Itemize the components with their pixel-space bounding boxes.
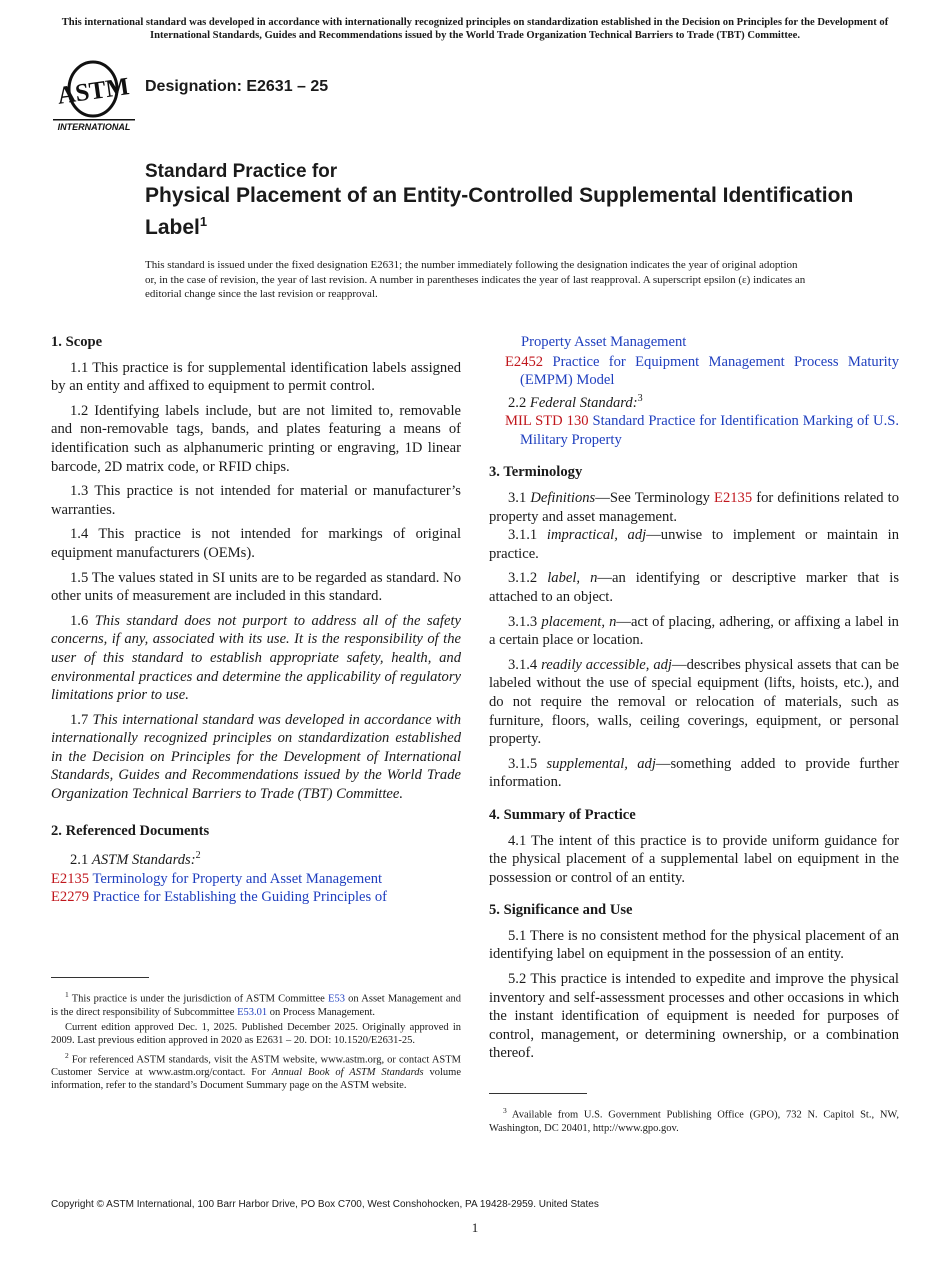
section-heading: 4. Summary of Practice bbox=[489, 806, 636, 823]
para-number: 2.1 bbox=[70, 852, 89, 869]
para-number: 2.2 bbox=[508, 394, 527, 411]
ref-code[interactable]: MIL STD 130 bbox=[505, 413, 589, 430]
footnote-mark: 1 bbox=[65, 990, 69, 999]
paragraph: 5.1 There is no consistent method for the physical placement of an identifying label on equipment in the possession of an entity. bbox=[489, 927, 899, 963]
footnote-3 bbox=[489, 1104, 899, 1135]
wto-notice: This international standard was developed in accordance with internationally recognized principles on standardization established in the Decision on Principles for the Development of International Standards, Guides and Recommendations issued by the World Trade Organization Technical Barriers to Trade (TBT) Committee. bbox=[61, 17, 889, 41]
para-number: 1.6 bbox=[70, 612, 89, 629]
footnote-text: Annual Book of ASTM Standards bbox=[271, 1067, 424, 1078]
footnote-text: This practice is under the jurisdiction of ASTM Committee bbox=[71, 993, 325, 1005]
ref-title[interactable]: Practice for Equipment Management Process Maturity (EMPM) Model bbox=[520, 353, 899, 389]
paragraph bbox=[51, 612, 461, 705]
ref-code[interactable]: E2279 bbox=[51, 889, 90, 906]
term: label, n bbox=[547, 570, 598, 587]
definition: —unwise to implement or maintain in practice. bbox=[489, 527, 900, 562]
term: impractical, adj bbox=[546, 527, 647, 544]
term: Definitions bbox=[530, 490, 596, 507]
footnote-text: volume information, refer to the standard’s Document Summary page on the ASTM website. bbox=[51, 1067, 462, 1091]
paragraph: 1.5 The values stated in SI units are to be regarded as standard. No other units of measurement are included in this standard. bbox=[51, 569, 461, 605]
para-text: This standard does not purport to address all of the safety concerns, if any, associated with its use. It is the responsibility of the user of this standard to establish appropriate safety, health, and environmental practices and determine the applicability of regulatory limitations prior to use. bbox=[51, 612, 461, 704]
paragraph: 4.1 The intent of this practice is to provide uniform guidance for the physical placement of a supplemental label on equipment in the possession or control of an entity. bbox=[489, 832, 899, 886]
paragraph bbox=[51, 847, 461, 869]
para-number: 3.1.1 bbox=[508, 527, 538, 544]
section-heading: 3. Terminology bbox=[489, 464, 583, 481]
footnote-mark: 3 bbox=[503, 1106, 507, 1115]
footnote-mark: 3 bbox=[637, 392, 643, 404]
definition: —act of placing, adhering, or affixing a label in a certain place or location. bbox=[489, 613, 899, 649]
paragraph bbox=[489, 613, 899, 650]
term: supplemental, adj bbox=[546, 755, 656, 772]
para-number: 3.1.3 bbox=[508, 613, 538, 630]
definition: —an identifying or descriptive marker that is attached to an object. bbox=[489, 570, 900, 605]
para-text: This international standard was developed in accordance with internationally recognized principles on standardization established in the Decision on Principles for the Development of International Standards, Guides and Recommendations issued by the World Trade Organization Technical Barriers to Trade (TBT) Committee. bbox=[51, 711, 462, 803]
paragraph: 1.3 This practice is not intended for material or manufacturer’s warranties. bbox=[51, 483, 461, 518]
para-text: —See Terminology bbox=[595, 490, 710, 507]
footnote-rule bbox=[489, 1093, 587, 1094]
ref-title[interactable]: Terminology for Property and Asset Management bbox=[92, 870, 383, 887]
copyright: Copyright © ASTM International, 100 Barr Harbor Drive, PO Box C700, West Conshohocken, PA 19428-2959. United States bbox=[51, 1199, 599, 1210]
para-text: ASTM Standards: bbox=[91, 852, 196, 869]
paragraph: 5.2 This practice is intended to expedite and improve the physical inventory and self-assessment processes and other occasions in which the instant identification of equipment is needed for purposes of control, management, or determining ownership, or a combination thereof. bbox=[489, 971, 899, 1062]
ref-title[interactable]: Standard Practice for Identification Marking of U.S. Military Property bbox=[520, 413, 899, 448]
footnote-text: on Asset Management and is the direct responsibility of Subcommittee bbox=[51, 993, 462, 1018]
paragraph bbox=[489, 390, 899, 412]
para-number: 3.1.5 bbox=[508, 755, 538, 772]
designation: Designation: E2631 – 25 bbox=[145, 78, 329, 95]
para-number: 3.1.4 bbox=[508, 656, 538, 673]
paragraph: 1.2 Identifying labels include, but are not limited to, removable and non-removable tags, bands, and plates featuring a means of identification such as alphanumeric printing or engraving, 1D linear barcode, 2D matrix code, or RFID chips. bbox=[51, 402, 461, 475]
definition: —something added to provide further information. bbox=[489, 755, 899, 791]
para-text: for definitions related to property and asset management. bbox=[489, 490, 900, 525]
definition: —describes physical assets that can be labeled without the use of special equipment (lifts, hoists, etc.), and do not require the removal or relocation of materials, such as furniture, floors, walls, ceiling coverings, equipment, or personal property. bbox=[489, 656, 899, 748]
left-column bbox=[51, 333, 461, 907]
footnotes-right bbox=[489, 1104, 899, 1137]
svg-text:ASTM: ASTM bbox=[55, 73, 131, 110]
footnote-text: on Process Management. bbox=[269, 1006, 376, 1018]
paragraph bbox=[489, 656, 899, 749]
footnote-text: For referenced ASTM standards, visit the ASTM website, www.astm.org, or contact ASTM Customer Service at www.astm.org/contact. For bbox=[51, 1054, 461, 1078]
para-text: Federal Standard: bbox=[529, 394, 638, 411]
reference-e2279[interactable] bbox=[51, 888, 461, 907]
footnote-text: Available from U.S. Government Publishing Office (GPO), 732 N. Capitol St., NW, Washington, DC 20401, http://www.gpo.gov. bbox=[489, 1109, 899, 1134]
footnotes-left bbox=[51, 988, 461, 1094]
ref-title[interactable]: Practice for Establishing the Guiding Principles of bbox=[92, 889, 388, 906]
ref-link[interactable]: E2135 bbox=[714, 490, 753, 507]
paragraph bbox=[489, 489, 899, 526]
issue-note: This standard is issued under the fixed designation E2631; the number immediately following the designation indicates the year of original adoption or, in the case of revision, the year of last revision. A number in parentheses indicates the year of last reapproval. A superscript epsilon (ε) indicates an editorial change since the last revision or reapproval. bbox=[145, 259, 806, 300]
reference-e2279-continued[interactable]: Property Asset Management bbox=[521, 334, 687, 350]
reference-e2135[interactable] bbox=[51, 870, 461, 889]
right-column bbox=[489, 333, 899, 1069]
title-line1: Standard Practice for bbox=[145, 161, 338, 182]
footnote-1 bbox=[51, 988, 461, 1019]
page-number: 1 bbox=[471, 1220, 479, 1235]
term: readily accessible, adj bbox=[541, 656, 672, 673]
paragraph bbox=[489, 755, 899, 792]
para-number: 3.1 bbox=[508, 490, 527, 507]
footnote-edition: Current edition approved Dec. 1, 2025. Published December 2025. Originally approved in 2009. Last previous edition approved in 2020 as E2631 – 20. DOI: 10.1520/E2631-25. bbox=[51, 1021, 461, 1046]
ref-code[interactable]: E2452 bbox=[505, 353, 544, 370]
term: placement, n bbox=[541, 613, 617, 630]
para-number: 1.7 bbox=[70, 711, 89, 728]
footnote-rule bbox=[51, 977, 149, 978]
paragraph: 1.4 This practice is not intended for markings of original equipment manufacturers (OEMs). bbox=[51, 526, 461, 561]
footnote-2 bbox=[51, 1049, 461, 1093]
title-text: Physical Placement of an Entity-Controlled Supplemental Identification Label bbox=[145, 184, 854, 239]
title-block bbox=[145, 160, 865, 241]
reference-mil-std-130[interactable] bbox=[489, 412, 899, 449]
para-number: 3.1.2 bbox=[508, 570, 538, 587]
reference-e2452[interactable] bbox=[489, 353, 899, 390]
paragraph bbox=[489, 526, 899, 563]
section-heading: 1. Scope bbox=[51, 334, 103, 350]
title-main bbox=[145, 183, 865, 241]
ref-code[interactable]: E2135 bbox=[51, 870, 90, 887]
title-footnote-mark: 1 bbox=[199, 214, 208, 229]
footnote-mark: 2 bbox=[65, 1050, 69, 1060]
paragraph: 1.1 This practice is for supplemental identification labels assigned by an entity and affixed to equipment to permit control. bbox=[51, 359, 461, 395]
astm-logo-icon bbox=[53, 57, 135, 132]
subcommittee-link[interactable]: E53.01 bbox=[237, 1006, 268, 1018]
committee-link[interactable]: E53 bbox=[328, 993, 345, 1005]
paragraph bbox=[51, 711, 461, 804]
footnote-mark: 2 bbox=[195, 850, 201, 862]
svg-text:INTERNATIONAL: INTERNATIONAL bbox=[57, 122, 131, 132]
section-heading: 5. Significance and Use bbox=[489, 902, 633, 919]
paragraph bbox=[489, 569, 899, 606]
section-heading: 2. Referenced Documents bbox=[51, 822, 210, 839]
